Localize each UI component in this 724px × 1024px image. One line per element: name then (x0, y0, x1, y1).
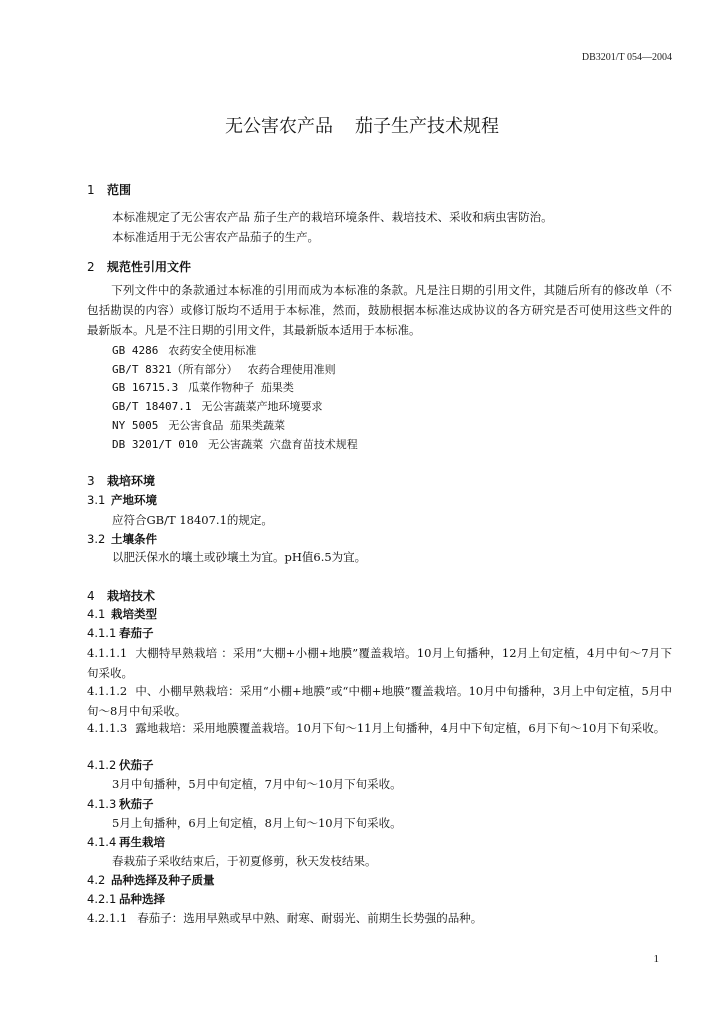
section-4-1-1-heading: 4.1.1 春茄子 (87, 626, 154, 640)
section-1-paragraph-1: 本标准规定了无公害农产品 茄子生产的栽培环境条件、栽培技术、采收和病虫害防治。 (112, 210, 553, 224)
section-4-1-3-text: 5月上旬播种，6月上旬定植，8月上旬～10月下旬采收。 (112, 816, 402, 830)
doc-code-header: DB3201/T 054—2004 (581, 52, 672, 63)
section-4-1-4-text: 春栽茄子采收结束后，于初夏修剪，秋天发枝结果。 (112, 854, 377, 868)
section-4-1-1-2-paragraph: 4.1.1.2 中、小棚早熟栽培：采用“小棚+地膜”或“中棚+地膜”覆盖栽培。10月中旬播种，3月上中旬定植，5月中旬～8月中旬采收。 (87, 684, 672, 718)
section-4-1-1-1-paragraph: 4.1.1.1 大棚特早熟栽培 ：采用“大棚+小棚+地膜”覆盖栽培。10月上旬播种，12月上旬定植，4月中旬～7月下旬采收。 (87, 646, 672, 680)
section-4-heading: 4 栽培技术 (87, 589, 156, 603)
reference-item: NY 5005 无公害食品 茄果类蔬菜 (112, 419, 285, 432)
section-1-heading: 1 范围 (87, 183, 132, 197)
reference-item: GB 16715.3 瓜菜作物种子 茄果类 (112, 381, 294, 394)
reference-item: DB 3201/T 010 无公害蔬菜 穴盘育苗技术规程 (112, 438, 358, 451)
section-4-1-1-3-paragraph: 4.1.1.3 露地栽培：采用地膜覆盖栽培。10月下旬～11月上旬播种，4月中下旬定植，6月下旬～10月下旬采收。 (87, 721, 666, 735)
section-4-1-2-heading: 4.1.2 伏茄子 (87, 758, 154, 772)
section-4-2-heading: 4.2 品种选择及种子质量 (87, 873, 215, 887)
section-3-heading: 3 栽培环境 (87, 474, 156, 488)
section-4-1-heading: 4.1 栽培类型 (87, 607, 157, 621)
section-3-2-heading: 3.2 土壤条件 (87, 532, 157, 546)
title-part2: 茄子生产技术规程 (355, 116, 499, 137)
section-4-2-1-heading: 4.2.1 品种选择 (87, 892, 165, 906)
section-2-heading: 2 规范性引用文件 (87, 260, 192, 274)
section-4-1-4-heading: 4.1.4 再生栽培 (87, 835, 165, 849)
page-number: 1 (653, 953, 659, 965)
section-3-1-text: 应符合GB/T 18407.1的规定。 (112, 513, 273, 527)
section-1-paragraph-2: 本标准适用于无公害农产品茄子的生产。 (112, 230, 319, 244)
page-title (0, 112, 724, 138)
section-3-2-text: 以肥沃保水的壤土或砂壤土为宜。pH值6.5为宜。 (112, 550, 367, 564)
section-4-1-3-heading: 4.1.3 秋茄子 (87, 797, 154, 811)
title-part1: 无公害农产品 (225, 116, 333, 137)
section-2-paragraph: 下列文件中的条款通过本标准的引用而成为本标准的条款。凡是注日期的引用文件，其随后所有的修改单（不包括勘误的内容）或修订版均不适用于本标准，然而，鼓励根据本标准达成协议的各方研究是否可使用这些文件的最新版本。凡是不注日期的引用文件，其最新版本适用于本标准。 (87, 283, 672, 337)
reference-item: GB 4286 农药安全使用标准 (112, 344, 257, 357)
reference-item: GB/T 8321（所有部分） 农药合理使用准则 (112, 363, 336, 376)
section-4-1-2-text: 3月中旬播种，5月中旬定植，7月中旬～10月下旬采收。 (112, 777, 402, 791)
reference-item: GB/T 18407.1 无公害蔬菜产地环境要求 (112, 400, 323, 413)
section-4-2-1-1-paragraph: 4.2.1.1 春茄子：选用早熟或早中熟、耐寒、耐弱光、前期生长势强的品种。 (87, 911, 483, 925)
section-3-1-heading: 3.1 产地环境 (87, 493, 157, 507)
